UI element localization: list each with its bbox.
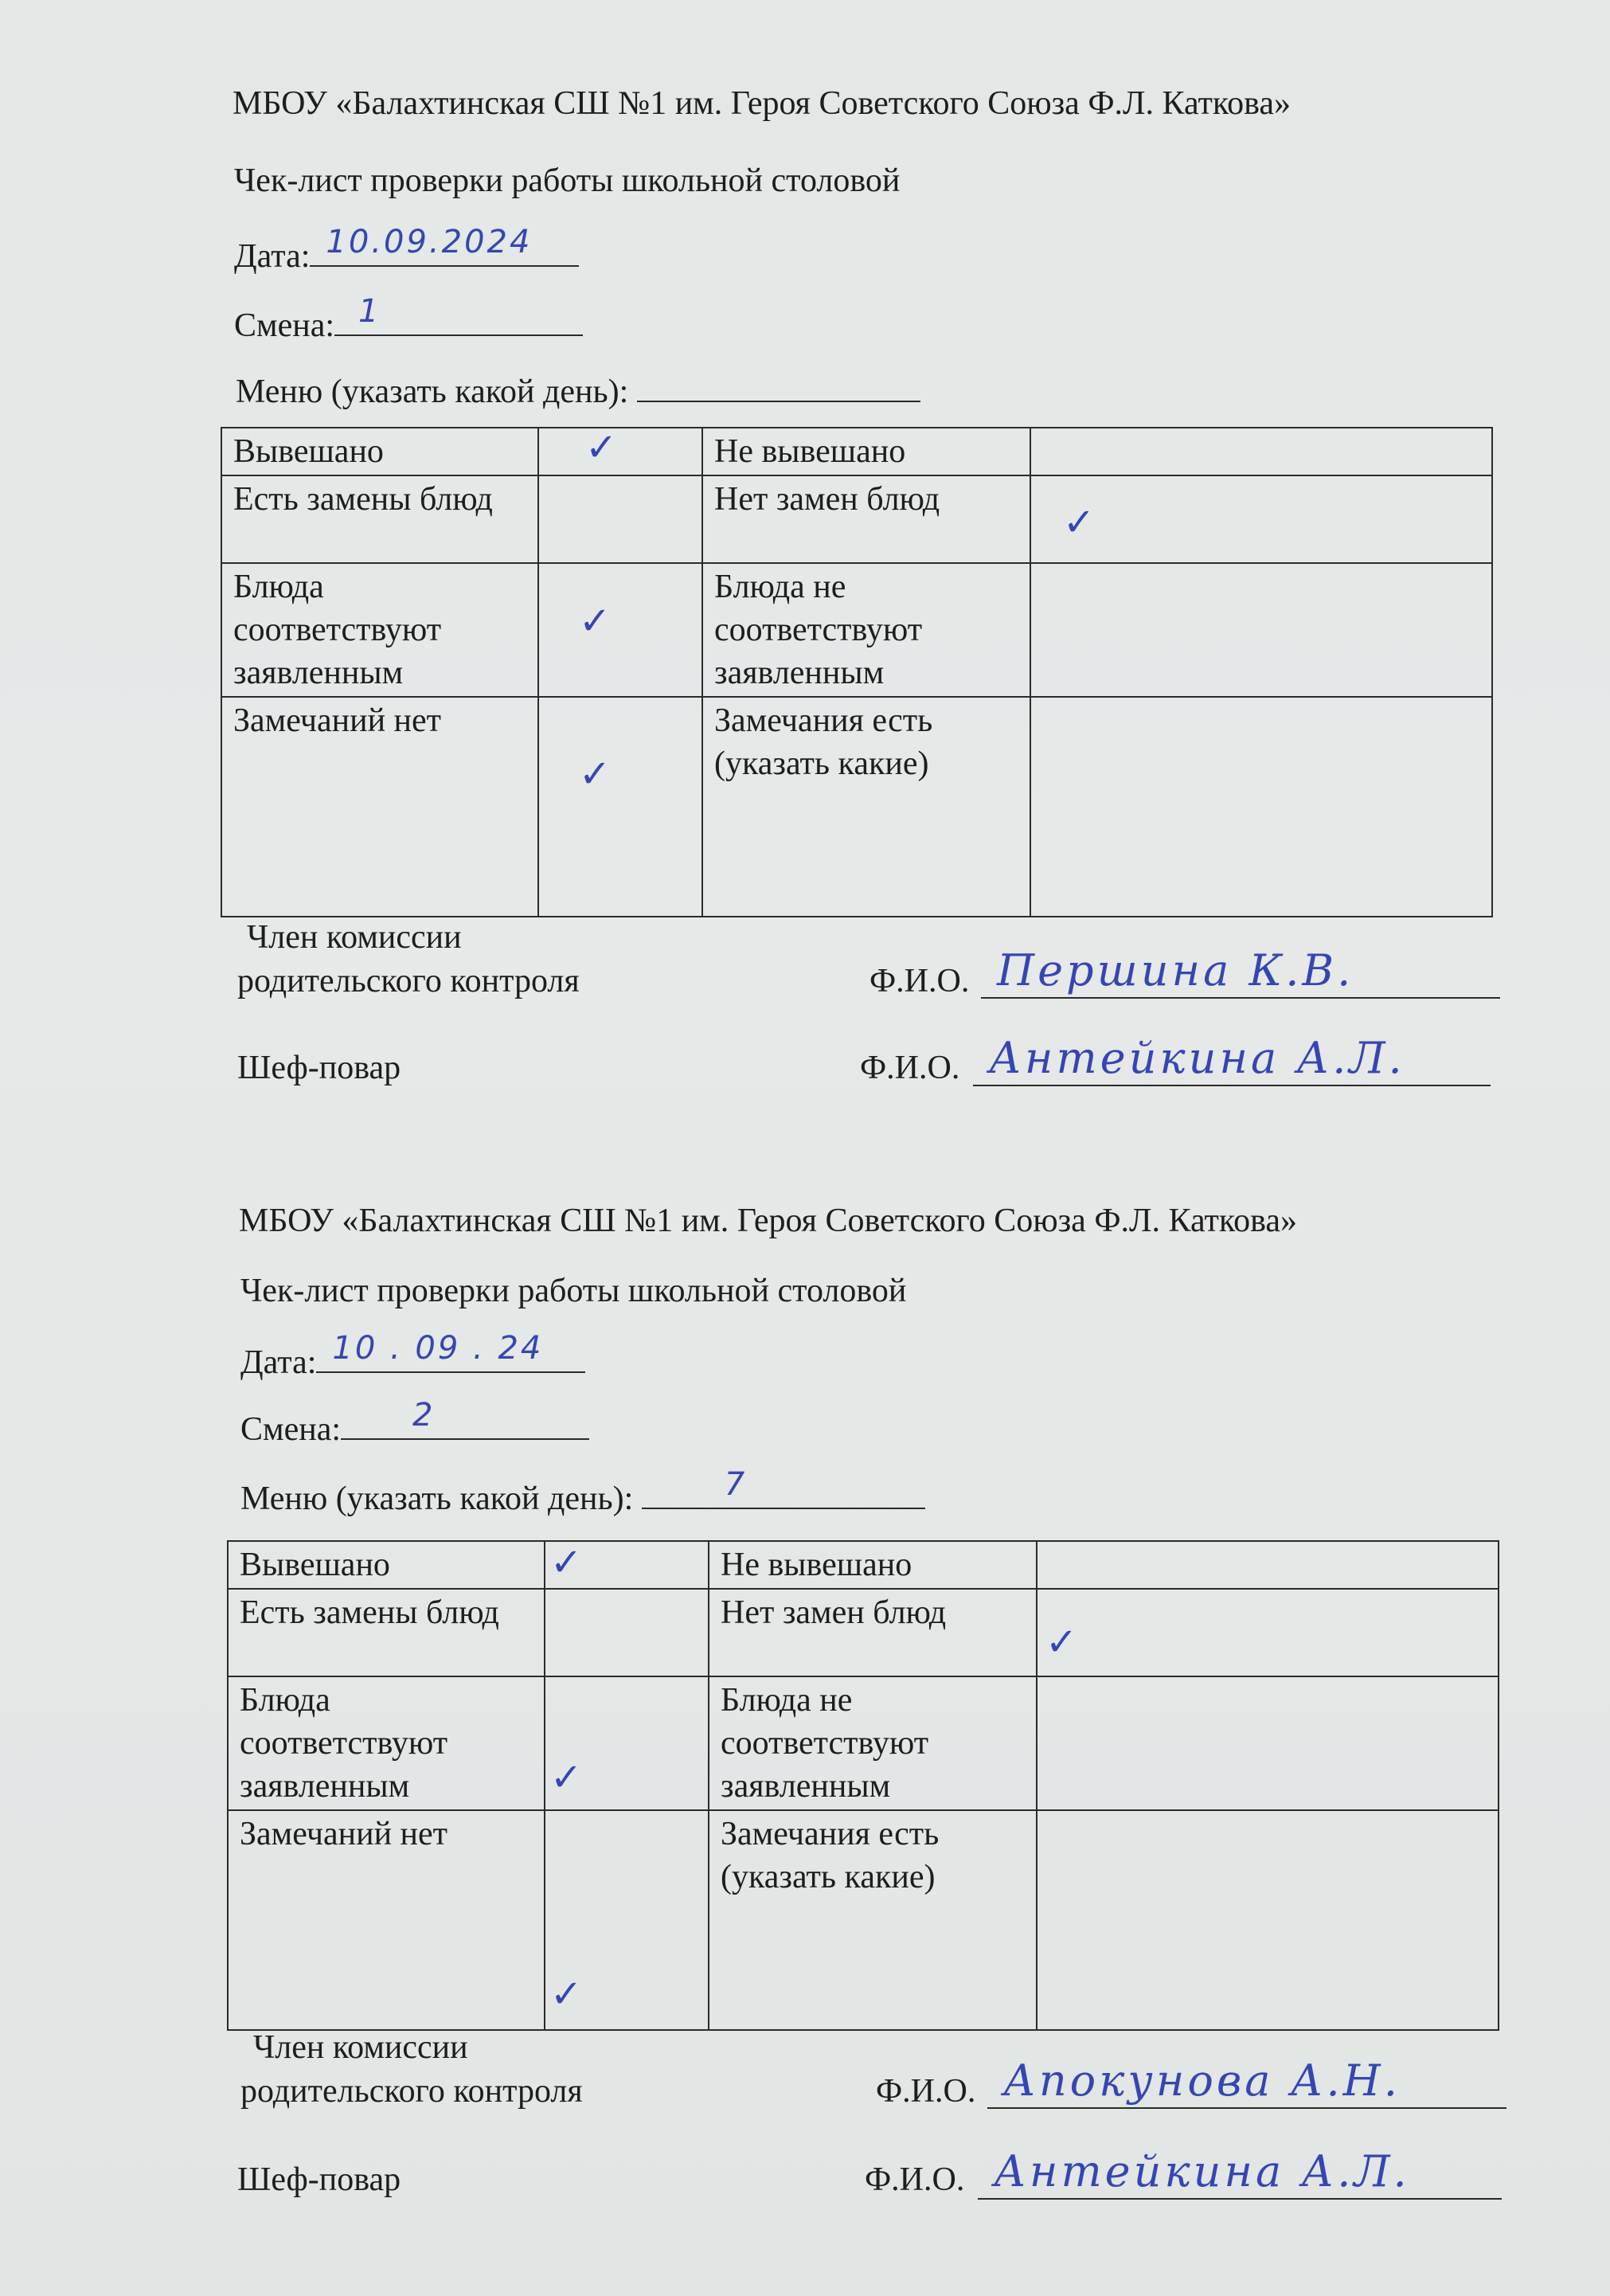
check-mark-icon: ✓ [1045,1620,1078,1664]
check-cell[interactable] [538,475,702,563]
menu-label: Меню (указать какой день): [240,1480,634,1517]
shift-label: Смена: [240,1411,342,1448]
chef-label: Шеф-повар [237,2161,401,2198]
date-value: 10 . 09 . 24 [332,1330,544,1367]
table-row [228,1589,1499,1676]
table-row [221,697,1492,917]
date-label: Дата: [234,238,311,275]
fio-label: Ф.И.О. [860,1050,960,1086]
menu-field[interactable] [637,369,920,402]
member-signature: Апокунова А.Н. [1003,2055,1401,2106]
item-label: Не вывешано [709,1541,1037,1589]
member-signature-field[interactable] [987,2055,1506,2109]
check-cell[interactable] [545,1810,709,2030]
shift-field[interactable] [334,293,583,336]
member-signature: Першина К.В. [997,945,1354,995]
table-row [221,475,1492,563]
check-mark-icon: ✓ [550,1972,583,2016]
check-mark-icon: ✓ [579,752,612,796]
school-name: МБОУ «Балахтинская СШ №1 им. Героя Советского Союза Ф.Л. Каткова» [239,1203,1298,1239]
item-label: Замечания есть (указать какие) [709,1810,1037,2030]
item-label: Блюда соответствуют заявленным [228,1676,545,1810]
item-label: Вывешано [221,428,538,475]
fio-label: Ф.И.О. [869,963,970,999]
check-cell[interactable] [1037,1810,1499,2030]
item-label: Замечаний нет [228,1810,545,2030]
date-label: Дата: [240,1344,317,1381]
check-cell[interactable] [538,425,702,475]
table-row [228,1810,1499,2030]
check-cell[interactable] [1030,428,1492,475]
table-row [221,428,1492,475]
chef-signature: Антейкина А.Л. [994,2146,1410,2196]
check-mark-icon: ✓ [550,1755,583,1800]
item-label: Замечания есть (указать какие) [702,697,1030,917]
shift-row [240,1397,589,1449]
menu-field[interactable] [642,1466,925,1509]
check-cell[interactable] [1030,697,1492,917]
member-label-2: родительского контроля [240,2073,583,2110]
item-label: Есть замены блюд [221,475,538,563]
chef-signature: Антейкина А.Л. [989,1033,1405,1083]
check-mark-icon: ✓ [1063,500,1096,545]
menu-row [236,369,920,412]
date-field[interactable] [316,1330,585,1373]
menu-row [240,1466,925,1519]
check-mark-icon: ✓ [579,599,612,643]
table-row [228,1676,1499,1810]
shift-row [234,293,583,346]
check-mark-icon: ✓ [585,425,618,470]
chef-signature-field[interactable] [973,1033,1491,1086]
shift-value: 2 [412,1397,436,1434]
shift-label: Смена: [234,307,335,344]
checklist-title: Чек-лист проверки работы школьной столовой [234,162,901,199]
menu-label: Меню (указать какой день): [236,374,629,410]
chef-label: Шеф-повар [237,1050,401,1086]
table-row [228,1541,1499,1589]
check-cell[interactable] [545,1541,709,1589]
shift-field[interactable] [341,1397,589,1440]
item-label: Вывешано [228,1541,545,1589]
member-label-2: родительского контроля [237,963,580,999]
table-row [221,563,1492,697]
check-cell[interactable] [538,563,702,697]
chef-signature-field[interactable] [978,2146,1502,2200]
fio-label: Ф.И.О. [876,2073,976,2110]
fio-label: Ф.И.О. [865,2161,965,2198]
shift-value: 1 [358,293,381,330]
school-name: МБОУ «Балахтинская СШ №1 им. Героя Советского Союза Ф.Л. Каткова» [233,85,1292,122]
date-field[interactable] [310,224,579,267]
check-cell[interactable] [545,1589,709,1676]
item-label: Замечаний нет [221,697,538,917]
item-label: Есть замены блюд [228,1589,545,1676]
menu-value: 7 [724,1466,748,1503]
item-label: Блюда не соответствуют заявленным [702,563,1030,697]
checklist-table [227,1540,1499,2031]
item-label: Блюда не соответствуют заявленным [709,1676,1037,1810]
check-cell[interactable] [1030,563,1492,697]
check-cell[interactable] [545,1676,709,1810]
checklist-table [221,427,1493,917]
check-mark-icon: ✓ [550,1540,583,1585]
checklist-title: Чек-лист проверки работы школьной столовой [240,1273,907,1309]
check-cell[interactable] [1030,475,1492,563]
date-value: 10.09.2024 [326,224,533,260]
item-label: Не вывешано [702,428,1030,475]
member-signature-field[interactable] [981,945,1500,999]
item-label: Нет замен блюд [702,475,1030,563]
check-cell[interactable] [1037,1541,1499,1589]
member-label-1: Член комиссии [247,919,462,956]
check-cell[interactable] [1037,1676,1499,1810]
item-label: Блюда соответствуют заявленным [221,563,538,697]
item-label: Нет замен блюд [709,1589,1037,1676]
check-cell[interactable] [538,697,702,917]
member-label-1: Член комиссии [253,2029,468,2066]
date-row [234,224,579,276]
date-row [240,1330,585,1383]
check-cell[interactable] [1037,1589,1499,1676]
